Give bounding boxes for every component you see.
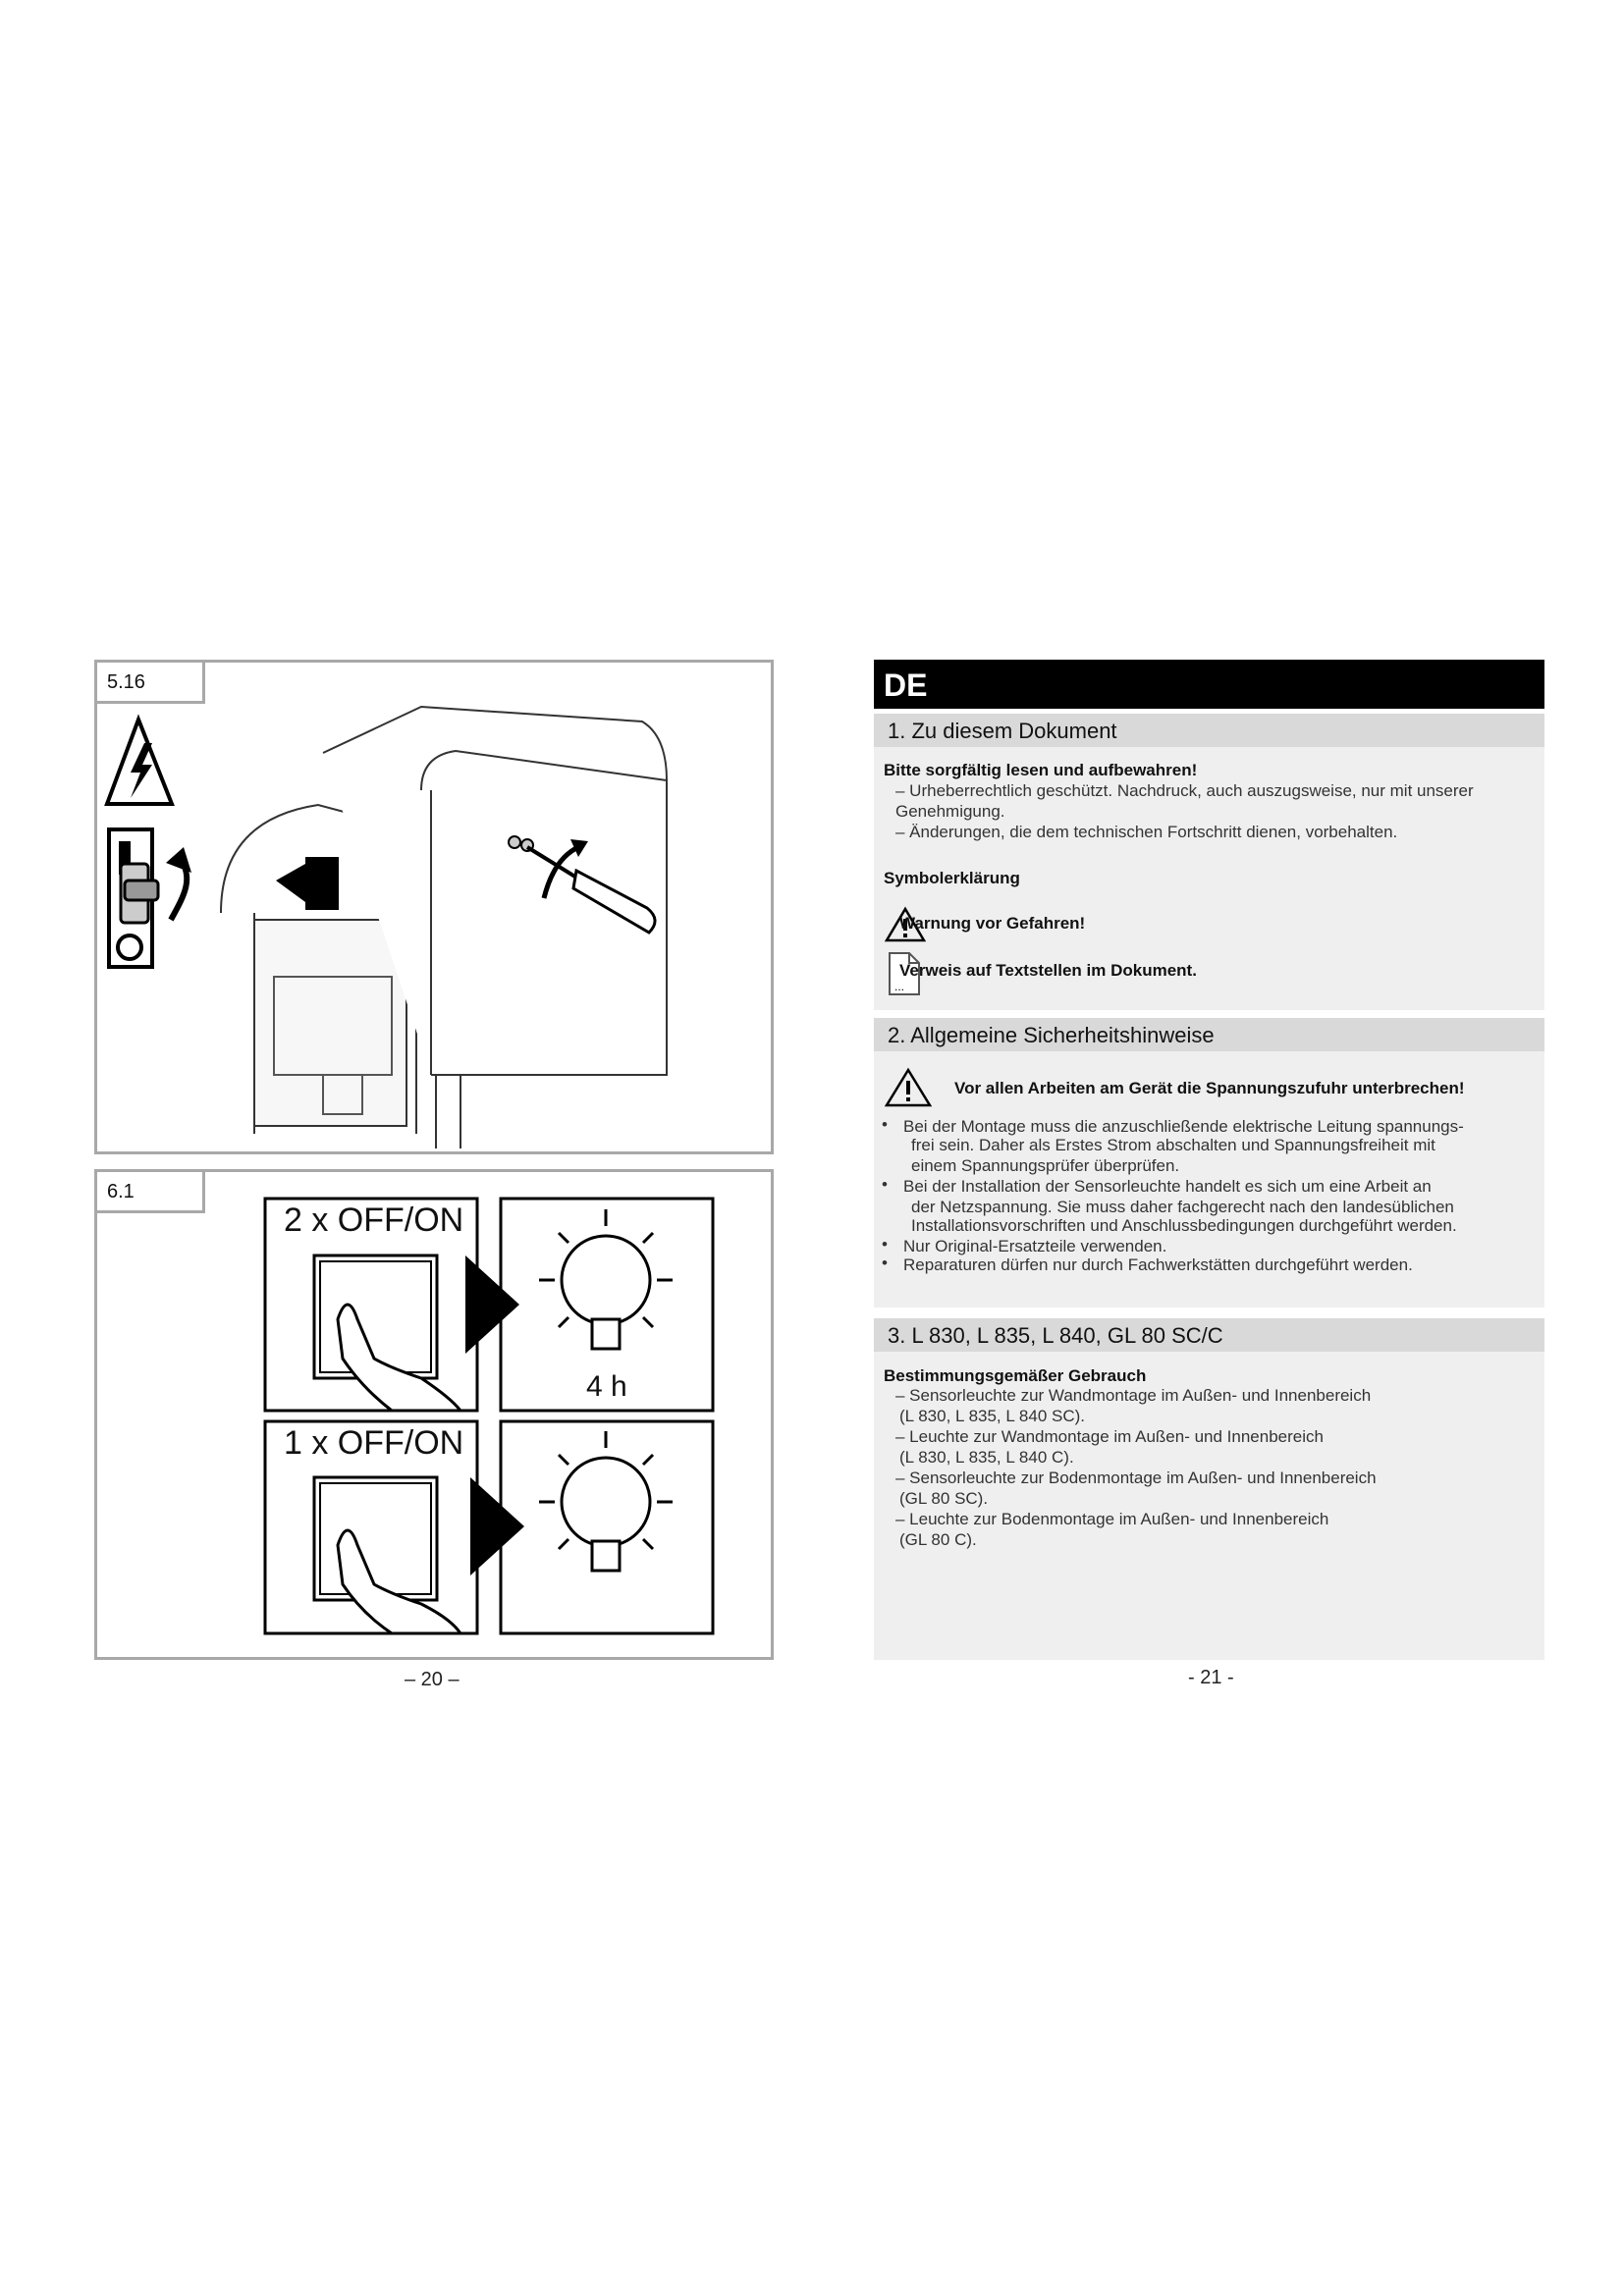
bullet-line: der Netzspannung. Sie muss daher fachgerecht nach den landesüblichen — [911, 1198, 1454, 1216]
warning-triangle-icon — [884, 1067, 933, 1108]
installation-illustration — [97, 663, 771, 1151]
section-heading: 3. L 830, L 835, L 840, GL 80 SC/C — [874, 1318, 1544, 1352]
section-heading: 2. Allgemeine Sicherheitshinweise — [874, 1018, 1544, 1051]
svg-text:...: ... — [894, 980, 905, 993]
switching-illustration — [97, 1172, 771, 1657]
text-line: – Leuchte zur Bodenmontage im Außen- und Innenbereich — [895, 1510, 1329, 1528]
direction-arrow-icon — [276, 857, 339, 910]
text-line: – Sensorleuchte zur Bodenmontage im Außen- und Innenbereich — [895, 1468, 1377, 1487]
safety-warning: Vor allen Arbeiten am Gerät die Spannungszufuhr unterbrechen! — [954, 1079, 1465, 1097]
bullet-dot: • — [882, 1254, 888, 1272]
bullet-line: Nur Original-Ersatzteile verwenden. — [903, 1237, 1167, 1255]
high-voltage-icon — [107, 720, 172, 804]
bullet-dot: • — [882, 1235, 888, 1254]
section-heading: 1. Zu diesem Dokument — [874, 714, 1544, 747]
duration-label: 4 h — [586, 1370, 627, 1403]
bullet-line: einem Spannungsprüfer überprüfen. — [911, 1156, 1180, 1175]
figure-5-16 — [94, 660, 774, 1154]
mains-switch-icon — [109, 829, 158, 967]
text-line: Genehmigung. — [895, 802, 1005, 821]
text-line: – Leuchte zur Wandmontage im Außen- und Innenbereich — [895, 1427, 1324, 1446]
page-number-right: - 21 - — [1188, 1667, 1234, 1688]
section-3 — [874, 1318, 1544, 1660]
text-line: – Änderungen, die dem technischen Fortschritt dienen, vorbehalten. — [895, 823, 1398, 841]
bottom-caption: 1 x OFF/ON — [284, 1424, 464, 1462]
language-bar: DE — [874, 660, 1544, 709]
text-line: (GL 80 C). — [899, 1530, 977, 1549]
bullet-line: Bei der Installation der Sensorleuchte handelt es sich um eine Arbeit an — [903, 1177, 1432, 1196]
bullet-dot: • — [882, 1175, 888, 1194]
bullet-line: Installationsvorschriften und Anschlussbedingungen durchgeführt werden. — [911, 1216, 1457, 1235]
text-line: (GL 80 SC). — [899, 1489, 989, 1508]
text-line: (L 830, L 835, L 840 C). — [899, 1448, 1074, 1467]
bullet-line: frei sein. Daher als Erstes Strom abschalten und Spannungsfreiheit mit — [911, 1136, 1435, 1154]
top-caption: 2 x OFF/ON — [284, 1201, 464, 1239]
warning-explanation: Warnung vor Gefahren! — [899, 914, 1086, 933]
symbols-title: Symbolerklärung — [884, 869, 1020, 887]
text-line: (L 830, L 835, L 840 SC). — [899, 1407, 1086, 1425]
section-subhead: Bestimmungsgemäßer Gebrauch — [884, 1366, 1147, 1385]
section-subhead: Bitte sorgfältig lesen und aufbewahren! — [884, 761, 1198, 779]
section-1 — [874, 714, 1544, 1010]
bullet-dot: • — [882, 1115, 888, 1134]
text-line: – Urheberrechtlich geschützt. Nachdruck, auch auszugsweise, nur mit unserer — [895, 781, 1474, 800]
bullet-line: Reparaturen dürfen nur durch Fachwerkstätten durchgeführt werden. — [903, 1255, 1413, 1274]
figure-6-1 — [94, 1169, 774, 1660]
section-2 — [874, 1018, 1544, 1308]
bullet-line: Bei der Montage muss die anzuschließende elektrische Leitung spannungs- — [903, 1117, 1464, 1136]
text-line: – Sensorleuchte zur Wandmontage im Außen- und Innenbereich — [895, 1386, 1372, 1405]
page-number-left: – 20 – — [405, 1669, 460, 1690]
figure-label: 5.16 — [97, 663, 205, 704]
figure-label: 6.1 — [97, 1172, 205, 1213]
reference-explanation: Verweis auf Textstellen im Dokument. — [899, 961, 1197, 980]
